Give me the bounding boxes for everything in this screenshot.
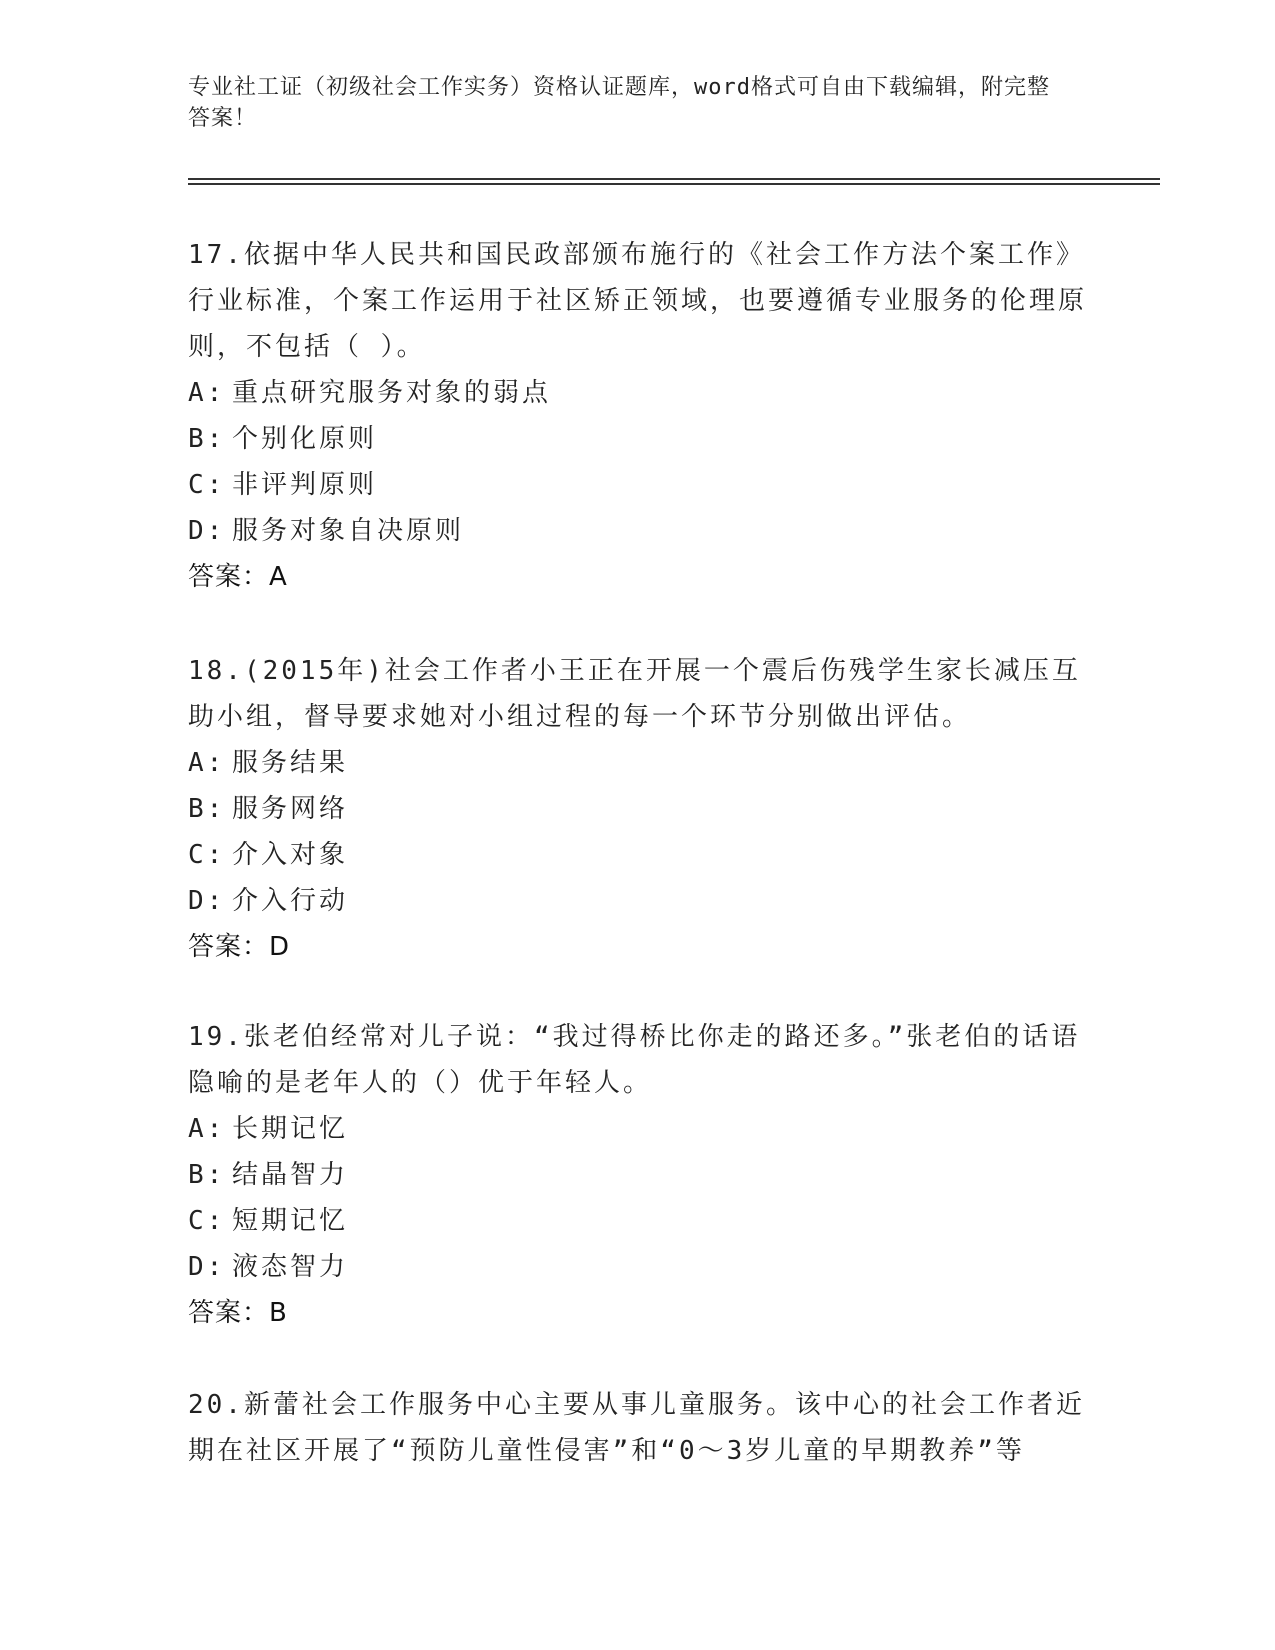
option-text: 结晶智力 xyxy=(232,1160,349,1190)
option-a xyxy=(188,370,1088,416)
option-c xyxy=(188,1198,1088,1244)
question-20 xyxy=(188,1382,1088,1474)
option-key: B: xyxy=(188,794,226,824)
option-key: D: xyxy=(188,1252,226,1282)
question-18 xyxy=(188,648,1088,970)
option-c xyxy=(188,462,1088,508)
question-stem: 18.(2015年)社会工作者小王正在开展一个震后伤残学生家长减压互助小组，督导要求她对小组过程的每一个环节分别做出评估。 xyxy=(188,656,1081,732)
option-key: C: xyxy=(188,840,226,870)
option-text: 非评判原则 xyxy=(232,470,378,500)
question-17 xyxy=(188,232,1088,600)
option-key: C: xyxy=(188,1206,226,1236)
answer-line: 答案：A xyxy=(188,562,288,592)
option-key: C: xyxy=(188,470,226,500)
option-c xyxy=(188,832,1088,878)
option-text: 液态智力 xyxy=(232,1252,349,1282)
option-b xyxy=(188,786,1088,832)
option-text: 个别化原则 xyxy=(232,424,378,454)
option-d xyxy=(188,1244,1088,1290)
option-text: 介入行动 xyxy=(232,886,349,916)
answer-line: 答案：D xyxy=(188,932,291,962)
option-text: 介入对象 xyxy=(232,840,349,870)
option-key: A: xyxy=(188,378,226,408)
option-b xyxy=(188,1152,1088,1198)
option-key: A: xyxy=(188,1114,226,1144)
option-key: A: xyxy=(188,748,226,778)
option-a xyxy=(188,740,1088,786)
option-text: 服务结果 xyxy=(232,748,349,778)
question-stem: 17.依据中华人民共和国民政部颁布施行的《社会工作方法个案工作》行业标准，个案工作运用于社区矫正领域，也要遵循专业服务的伦理原则，不包括（ ）。 xyxy=(188,240,1088,362)
option-text: 服务对象自决原则 xyxy=(232,516,465,546)
option-text: 长期记忆 xyxy=(232,1114,349,1144)
document-header: 专业社工证（初级社会工作实务）资格认证题库，word格式可自由下载编辑，附完整答案！ xyxy=(188,75,1050,131)
option-key: B: xyxy=(188,1160,226,1190)
header-divider-top xyxy=(188,178,1160,180)
option-key: B: xyxy=(188,424,226,454)
option-d xyxy=(188,508,1088,554)
question-stem: 20.新蕾社会工作服务中心主要从事儿童服务。该中心的社会工作者近期在社区开展了“预防儿童性侵害”和“0～3岁儿童的早期教养”等 xyxy=(188,1390,1085,1466)
option-a xyxy=(188,1106,1088,1152)
option-key: D: xyxy=(188,516,226,546)
option-key: D: xyxy=(188,886,226,916)
option-d xyxy=(188,878,1088,924)
answer-line: 答案：B xyxy=(188,1298,288,1328)
option-text: 短期记忆 xyxy=(232,1206,349,1236)
question-19 xyxy=(188,1014,1088,1336)
option-b xyxy=(188,416,1088,462)
option-text: 重点研究服务对象的弱点 xyxy=(232,378,552,408)
option-text: 服务网络 xyxy=(232,794,349,824)
question-stem: 19.张老伯经常对儿子说：“我过得桥比你走的路还多。”张老伯的话语隐喻的是老年人的（）优于年轻人。 xyxy=(188,1022,1081,1098)
header-divider-bottom xyxy=(188,183,1160,185)
